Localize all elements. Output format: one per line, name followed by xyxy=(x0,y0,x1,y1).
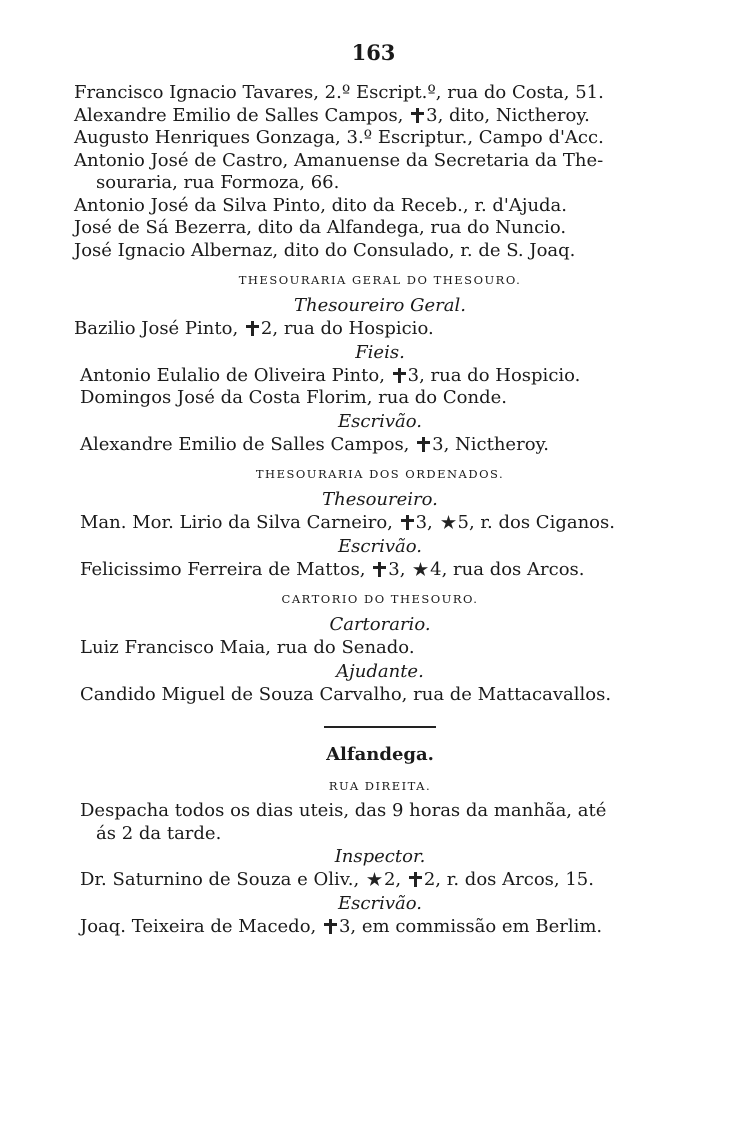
star-order-icon xyxy=(413,562,428,577)
role-title: Thesoureiro. xyxy=(322,489,438,510)
line-text: José Ignacio Albernaz, dito do Consulado, r. de S. Joaq. xyxy=(74,239,576,261)
section-subtitle: RUA DIREITA. xyxy=(328,779,432,793)
list-line xyxy=(74,127,686,150)
list-line xyxy=(74,800,686,823)
line-text: Luiz Francisco Maia, rua do Senado. xyxy=(80,637,415,658)
section-heading: THESOURARIA GERAL DO THESOURO. xyxy=(238,273,522,287)
list-line xyxy=(74,434,686,457)
line-text: 3, em commissão em Berlim. xyxy=(338,915,603,937)
line-text: ás 2 da tarde. xyxy=(96,822,222,844)
line-text: 3, Nictheroy. xyxy=(432,433,550,455)
section-title: Alfandega. xyxy=(326,744,434,765)
list-line xyxy=(74,82,686,105)
cross-order-icon xyxy=(411,108,424,123)
list-line xyxy=(74,512,686,535)
line-text: 2, r. dos Arcos, 15. xyxy=(423,869,594,890)
line-text: 4, rua dos Arcos. xyxy=(430,558,585,580)
cross-order-icon xyxy=(409,872,422,887)
list-line xyxy=(74,365,686,388)
line-text: Alexandre Emilio de Salles Campos, xyxy=(80,433,416,455)
line-text: 5, r. dos Ciganos. xyxy=(457,512,615,533)
line-text: 3, dito, Nictheroy. xyxy=(426,104,590,126)
line-text: souraria, rua Formoza, 66. xyxy=(96,172,340,193)
cross-order-icon xyxy=(373,562,386,577)
page-body xyxy=(74,82,686,938)
list-line xyxy=(74,869,686,892)
section-heading: CARTORIO DO THESOURO. xyxy=(281,592,479,606)
list-line xyxy=(74,916,686,939)
role-title: Ajudante. xyxy=(336,660,424,682)
line-text: Augusto Henriques Gonzaga, 3.º Escriptur., Campo d'Acc. xyxy=(74,127,604,148)
cross-order-icon xyxy=(246,321,259,336)
role-title: Escrivão. xyxy=(338,410,422,432)
line-text: Alexandre Emilio de Salles Campos, xyxy=(74,104,410,126)
list-line xyxy=(74,150,686,173)
role-title: Thesoureiro Geral. xyxy=(294,295,466,316)
line-text: Joaq. Teixeira de Macedo, xyxy=(80,915,322,937)
list-line xyxy=(74,823,686,846)
line-text: José de Sá Bezerra, dito da Alfandega, rua do Nuncio. xyxy=(74,217,567,238)
line-text: Bazilio José Pinto, xyxy=(74,318,244,339)
line-text: Candido Miguel de Souza Carvalho, rua de Mattacavallos. xyxy=(80,683,612,705)
list-line xyxy=(74,240,686,263)
cross-order-icon xyxy=(324,919,337,934)
star-order-icon xyxy=(441,515,456,530)
line-text: Domingos José da Costa Florim, rua do Conde. xyxy=(80,387,507,408)
page-number: 163 xyxy=(351,40,396,65)
divider xyxy=(324,726,436,728)
list-line xyxy=(74,195,686,218)
line-text: Dr. Saturnino de Souza e Oliv., xyxy=(80,869,365,890)
section-heading: THESOURARIA DOS ORDENADOS. xyxy=(255,467,505,481)
list-line xyxy=(74,318,686,341)
line-text: Man. Mor. Lirio da Silva Carneiro, xyxy=(80,512,399,533)
line-text: 3, xyxy=(415,512,439,533)
list-line xyxy=(74,684,686,707)
list-line xyxy=(74,217,686,240)
line-text: Antonio Eulalio de Oliveira Pinto, xyxy=(80,364,391,386)
cross-order-icon xyxy=(393,368,406,383)
list-line xyxy=(74,172,686,195)
cross-order-icon xyxy=(401,515,414,530)
role-title: Escrivão. xyxy=(338,892,422,914)
star-order-icon xyxy=(367,872,382,887)
role-title: Escrivão. xyxy=(338,535,422,557)
line-text: Antonio José de Castro, Amanuense da Secretaria da The- xyxy=(74,149,604,171)
role-title: Cartorario. xyxy=(329,614,431,635)
line-text: 2, rua do Hospicio. xyxy=(260,318,434,339)
line-text: 3, xyxy=(388,558,412,580)
line-text: Francisco Ignacio Tavares, 2.º Escript.º, rua do Costa, 51. xyxy=(74,82,604,103)
line-text: 3, rua do Hospicio. xyxy=(407,364,581,386)
line-text: Despacha todos os dias uteis, das 9 horas da manhãa, até xyxy=(80,800,607,821)
list-line xyxy=(74,105,686,128)
role-title: Fieis. xyxy=(355,341,405,363)
role-title: Inspector. xyxy=(334,846,426,867)
cross-order-icon xyxy=(417,437,430,452)
list-line xyxy=(74,637,686,660)
list-line xyxy=(74,387,686,410)
line-text: Felicissimo Ferreira de Mattos, xyxy=(80,558,372,580)
line-text: 2, xyxy=(383,869,407,890)
list-line xyxy=(74,559,686,582)
line-text: Antonio José da Silva Pinto, dito da Receb., r. d'Ajuda. xyxy=(74,194,568,216)
